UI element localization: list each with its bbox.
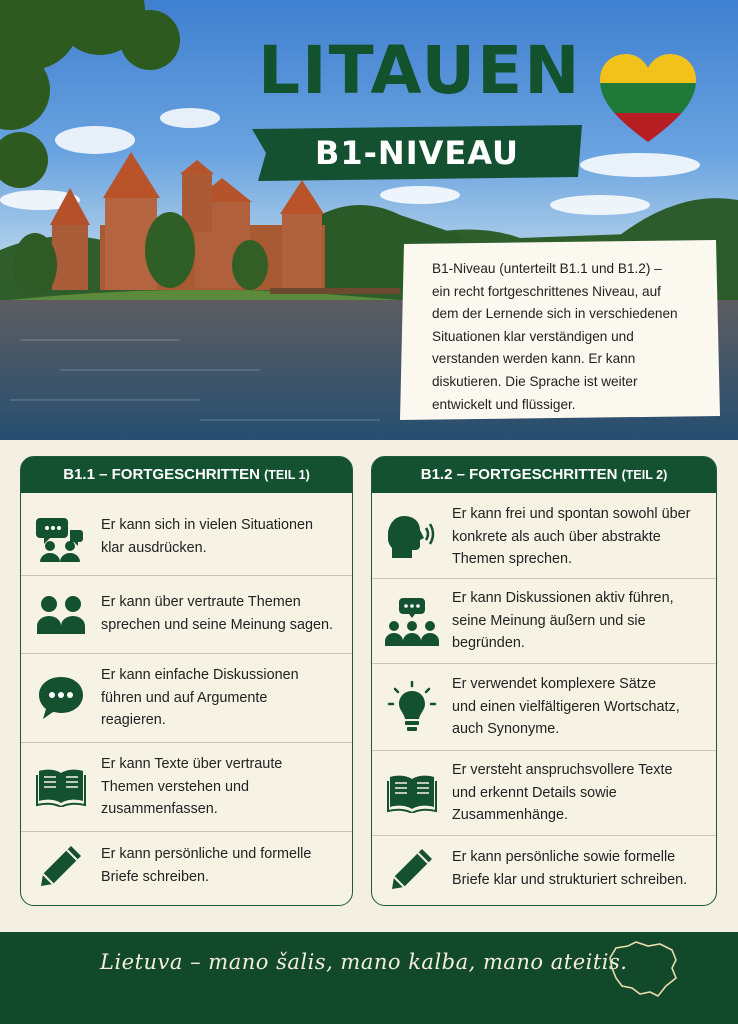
list-item: Er kann persönliche und formelle Briefe schreiben.	[21, 833, 352, 899]
open-book-icon	[21, 767, 101, 807]
card-heading: B1.2 – FORTGESCHRITTEN (TEIL 2)	[372, 457, 716, 493]
list-item: Er kann frei und spontan sowohl über konkrete als auch über abstrakte Themen sprechen.	[372, 497, 716, 577]
group-discussion-icon	[372, 596, 452, 646]
pencil-icon	[372, 847, 452, 891]
level-banner: B1-NIVEAU	[314, 134, 519, 172]
lithuania-heart-flag-icon	[598, 52, 698, 144]
page-title: LITAUEN	[258, 32, 582, 109]
chat-bubble-icon	[21, 675, 101, 721]
lightbulb-icon	[372, 681, 452, 733]
card-heading: B1.1 – FORTGESCHRITTEN (TEIL 1)	[21, 457, 352, 493]
list-item: Er kann Diskussionen aktiv führen, seine Meinung äußern und sie begründen.	[372, 580, 716, 662]
lithuania-map-outline-icon	[606, 938, 680, 1000]
b1-2-card	[371, 456, 717, 906]
list-item: Er versteht anspruchsvollere Texte und erkennt Details sowie Zusammenhänge.	[372, 752, 716, 834]
footer-slogan: Lietuva – mano šalis, mano kalba, mano ateitis.	[100, 950, 628, 974]
description-text: B1-Niveau (unterteilt B1.1 und B1.2) – ein recht fortgeschrittenes Niveau, auf dem der Lernende sich in verschiedenen Situationen klar verständigen und verstanden werden kann. Er kann diskutieren. Die Sprache ist weiter entwickelt und flüssiger.	[432, 261, 678, 412]
b1-1-card	[20, 456, 353, 906]
speaking-head-icon	[372, 514, 452, 560]
list-item: Er kann sich in vielen Situationen klar ausdrücken.	[21, 501, 352, 573]
pencil-icon	[21, 844, 101, 888]
two-people-icon	[21, 594, 101, 634]
list-item: Er kann einfache Diskussionen führen und auf Argumente reagieren.	[21, 655, 352, 741]
list-item: Er verwendet komplexere Sätze und einen vielfältigeren Wortschatz, auch Synonyme.	[372, 665, 716, 749]
list-item: Er kann Texte über vertraute Themen verstehen und zusammenfassen.	[21, 744, 352, 830]
list-item: Er kann persönliche sowie formelle Briefe klar und strukturiert schreiben.	[372, 837, 716, 901]
open-book-icon	[372, 773, 452, 813]
list-item: Er kann über vertraute Themen sprechen und seine Meinung sagen.	[21, 577, 352, 651]
speech-people-icon	[21, 512, 101, 562]
